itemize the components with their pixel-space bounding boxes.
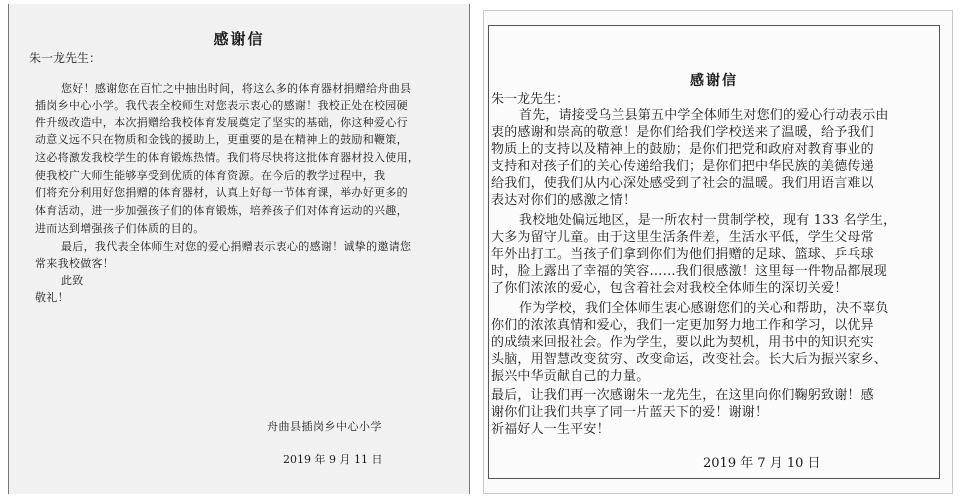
left-letter-salutation: 朱一龙先生： [29, 51, 102, 65]
right-body-line: 你们的浓浓真情和爱心，我们一定更加努力地工作和学习，以优异 [491, 318, 874, 333]
right-body-line: 谢你们让我们共享了同一片蓝天下的爱！谢谢！ [491, 405, 769, 420]
left-body-line: 动意义远不只在物质和金钱的援助上，更重要的是在精神上的鼓励和鞭策， [35, 133, 408, 146]
right-body-line: 最后，让我们再一次感谢朱一龙先生，在这里向你们鞠躬致谢！感 [491, 388, 874, 403]
right-body-line: 祈福好人一生平安！ [491, 422, 610, 437]
right-body-line: 我校地处偏远地区，是一所农村一贯制学校，现有 133 名学生， [519, 213, 897, 228]
right-body-line: 给我们，使我们从内心深处感受到了社会的温暖。我们用语言难以 [491, 176, 874, 191]
right-body-line: 头脑，用智慧改变贫穷、改变命运，改变社会。长大后为振兴家乡、 [491, 352, 888, 367]
left-body-line: 件升级改造中，本次捐赠给我校体育发展奠定了坚实的基础，你这种爱心行 [35, 116, 408, 129]
right-body-line: 时，脸上露出了幸福的笑容……我们很感激！这里每一件物品都展现 [491, 264, 888, 279]
left-letter-page [8, 4, 470, 494]
right-letter-salutation: 朱一龙先生： [491, 92, 570, 107]
left-closing: 此致 [61, 274, 84, 287]
left-body-line: 常来我校做客！ [35, 257, 115, 270]
left-letter-title: 感谢信 [213, 30, 265, 48]
left-body-line: 体育活动，进一步加强孩子们的体育锻炼，培养孩子们对体育运动的兴趣， [35, 204, 408, 217]
right-body-line: 首先，请接受乌兰县第五中学全体师生对您们的爱心行动表示由 [519, 108, 889, 123]
right-body-line: 表达对你们的感激之情！ [491, 193, 637, 208]
left-letter-date: 2019 年 9 月 11 日 [283, 453, 383, 466]
right-body-line: 年外出打工。当孩子们拿到你们为他们捐赠的足球、篮球、乒乓球 [491, 247, 874, 262]
right-body-line: 大多为留守儿童。由于这里生活条件差，生活水平低，学生父母常 [491, 230, 874, 245]
left-body-line: 您好！感谢您在百忙之中抽出时间，将这么多的体育器材捐赠给舟曲县 [61, 82, 412, 95]
left-body-line: 插岗乡中心小学。我代表全校师生对您表示衷心的感谢！我校正处在校园硬 [35, 99, 408, 112]
left-closing: 敬礼！ [35, 291, 69, 304]
left-body-line: 进而达到增强孩子们体质的目的。 [35, 222, 205, 235]
right-body-line: 的成绩来回报社会。作为学生，要以此为契机，用书中的知识充实 [491, 335, 874, 350]
right-body-line: 作为学校，我们全体师生衷心感谢您们的关心和帮助，决不辜负 [519, 301, 889, 316]
left-body-line: 这必将激发我校学生的体育锻炼热情。我们将尽快将这批体育器材投入使用， [35, 151, 420, 164]
right-body-line: 衷的感谢和崇高的敬意！是你们给我们学校送来了温暖，给予我们 [491, 125, 874, 140]
right-letter-date: 2019 年 7 月 10 日 [703, 456, 821, 471]
left-letter-signature: 舟曲县插岗乡中心小学 [267, 420, 382, 433]
right-letter-title: 感谢信 [690, 73, 738, 89]
right-body-line: 物质上的支持以及精神上的鼓励；是你们把党和政府对教育事业的 [491, 142, 874, 157]
right-letter-frame [488, 25, 940, 479]
left-body-line: 们将充分利用好您捐赠的体育器材，认真上好每一节体育课，举办好更多的 [35, 186, 408, 199]
left-body-line: 最后，我代表全体师生对您的爱心捐赠表示衷心的感谢！诚挚的邀请您 [61, 240, 412, 253]
left-body-line: 使我校广大师生能够享受到优质的体育资源。在今后的教学过程中，我 [35, 169, 386, 182]
right-letter-page [483, 10, 953, 494]
right-body-line: 振兴中华贡献自己的力量。 [491, 369, 650, 384]
right-body-line: 支持和对孩子们的关心传递给我们；是你们把中华民族的美德传递 [491, 159, 874, 174]
right-body-line: 了你们浓浓的爱心，包含着社会对我校全体师生的深切关爱！ [491, 281, 848, 296]
